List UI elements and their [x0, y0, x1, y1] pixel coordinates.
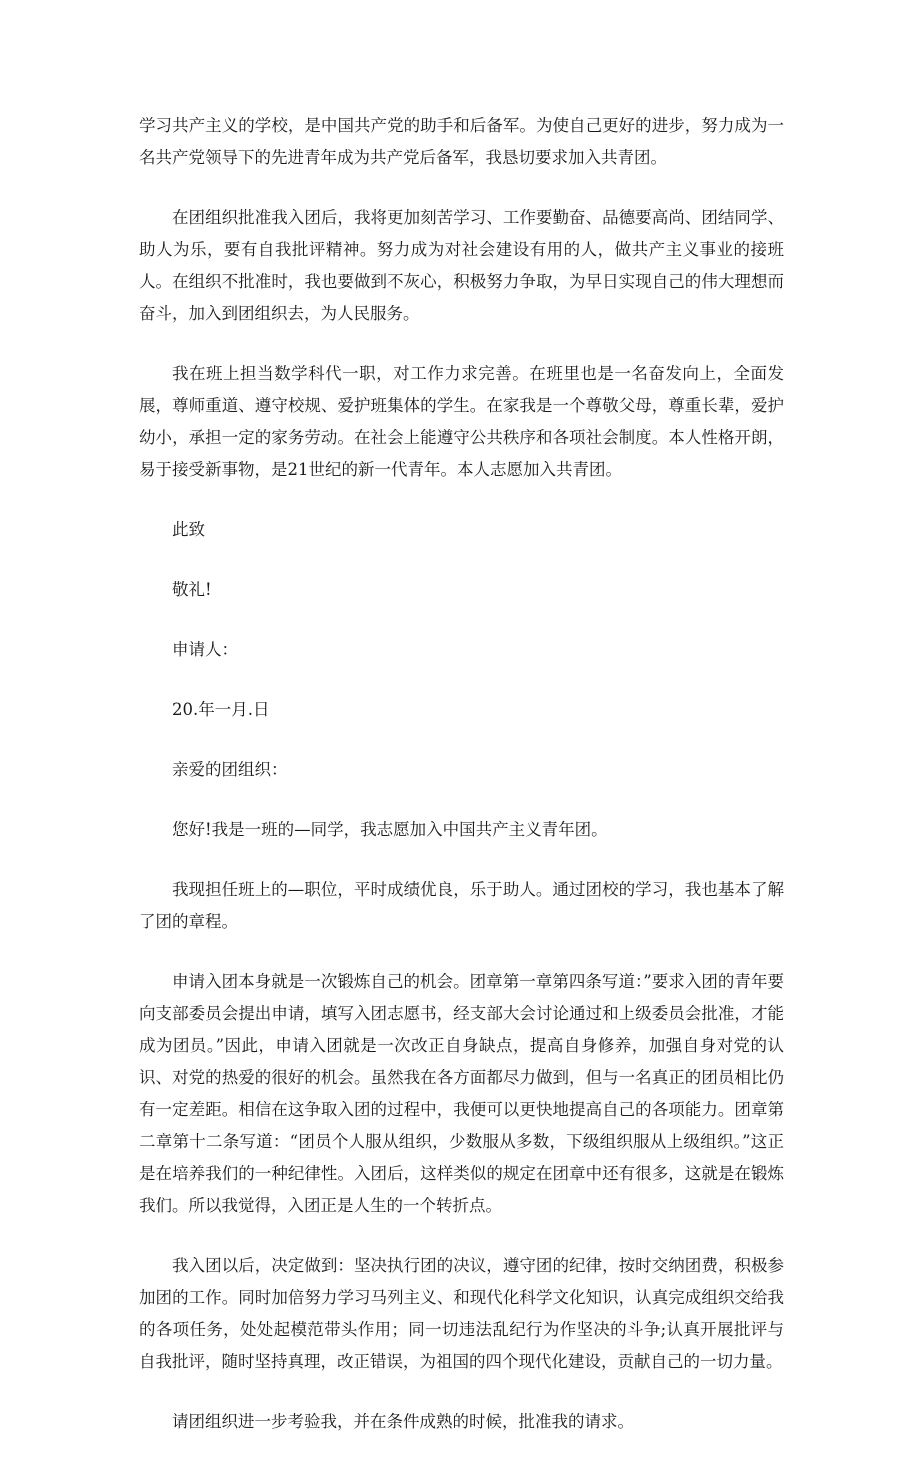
closing-request: 请团组织进一步考验我，并在条件成熟的时候，批准我的请求。 — [172, 1412, 634, 1431]
document-page — [139, 110, 784, 1466]
paragraph-3: 我在班上担当数学科代一职，对工作力求完善。在班里也是一名奋发向上，全面发展，尊师重道、遵守校规、爱护班集体的学生。在家我是一个尊敬父母，尊重长辈，爱护幼小，承担一定的家务劳动。在社会上能遵守公共秩序和各项社会制度。本人性格开朗，易于接受新事物，是21世纪的新一代青年。本人志愿加入共青团。 — [139, 364, 784, 479]
paragraph-1: 学习共产主义的学校，是中国共产党的助手和后备军。为使自己更好的进步，努力成为一名共产党领导下的先进青年成为共产党后备军，我恳切要求加入共青团。 — [139, 116, 784, 167]
date-line: 20.年一月.日 — [172, 700, 270, 719]
intro-line: 您好!我是一班的—同学，我志愿加入中国共产主义青年团。 — [172, 820, 608, 839]
closing-salutation: 此致 — [172, 520, 205, 539]
greeting-line: 亲爱的团组织： — [172, 760, 288, 779]
paragraph-charter: 申请入团本身就是一次锻炼自己的机会。团章第一章第四条写道：”要求入团的青年要向支部委员会提出申请，填写入团志愿书，经支部大会讨论通过和上级委员会批准，才能成为团员。”因此，申请入团就是一次改正自身缺点，提高自身修养，加强自身对党的认识、对党的热爱的很好的机会。虽然我在各方面都尽力做到，但与一名真正的团员相比仍有一定差距。相信在这争取入团的过程中，我便可以更快地提高自己的各项能力。团章第二章第十二条写道：“团员个人服从组织，少数服从多数，下级组织服从上级组织。”这正是在培养我们的一种纪律性。入团后，这样类似的规定在团章中还有很多，这就是在锻炼我们。所以我觉得，入团正是人生的一个转折点。 — [139, 972, 784, 1215]
applicant-label: 申请人： — [172, 640, 238, 659]
closing-regards: 敬礼! — [172, 580, 212, 599]
paragraph-commitment: 我入团以后，决定做到：坚决执行团的决议，遵守团的纪律，按时交纳团费，积极参加团的工作。同时加倍努力学习马列主义、和现代化科学文化知识，认真完成组织交给我的各项任务，处处起模范带头作用；同一切违法乱纪行为作坚决的斗争;认真开展批评与自我批评，随时坚持真理，改正错误，为祖国的四个现代化建设，贡献自己的一切力量。 — [139, 1256, 784, 1371]
paragraph-position: 我现担任班上的—职位，平时成绩优良，乐于助人。通过团校的学习，我也基本了解了团的章程。 — [139, 880, 784, 931]
paragraph-2: 在团组织批准我入团后，我将更加刻苦学习、工作要勤奋、品德要高尚、团结同学、助人为乐，要有自我批评精神。努力成为对社会建设有用的人，做共产主义事业的接班人。在组织不批准时，我也要做到不灰心，积极努力争取，为早日实现自己的伟大理想而奋斗，加入到团组织去，为人民服务。 — [139, 208, 784, 323]
